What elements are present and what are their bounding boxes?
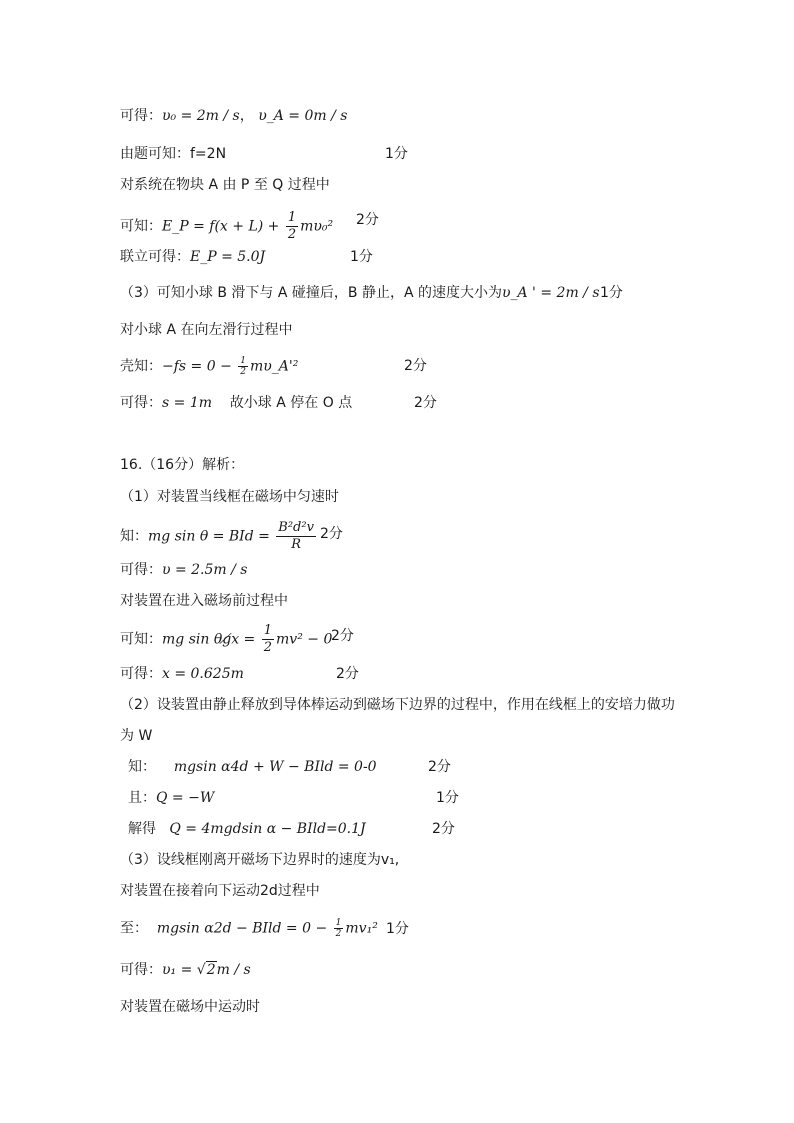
heat-result-line: 解得 Q = 4mgdsin α − BIld=0.1J (128, 821, 366, 837)
v1-result-line: 可得：υ₁ = √2m / s (120, 962, 251, 978)
ampere-work-line: 知： mgsin α4d + W − BIld = 0-0 (128, 759, 377, 775)
score-label: 2分 (432, 821, 455, 837)
part1-line: （1）对装置当线框在磁场中匀速时 (120, 489, 339, 505)
score-label: 2分 (414, 395, 437, 411)
score-label: 2分 (356, 212, 379, 228)
part2-line: （2）设装置由静止释放到导体棒运动到磁场下边界的过程中，作用在线框上的安培力做功 (120, 697, 675, 713)
work-energy-line: 壳知：−fs = 0 − $\frac{1}{2}$ mυ_A'² (120, 356, 299, 377)
friction-line: 由题可知：f=2N (120, 146, 227, 162)
fraction: $\frac{1}{2}$ (335, 918, 342, 939)
displacement-result-line: 可得：x = 0.625m (120, 666, 244, 682)
before-field-line: 对装置在进入磁场前过程中 (120, 593, 288, 609)
kinetic-energy-line: 可知：mg sin θg̸x = $\frac{1}{2}$ mv² − 0 (120, 623, 333, 655)
equation: υ_A = 0m / s (258, 108, 348, 124)
fraction: $\frac{1}{2}$ (263, 623, 273, 655)
energy-2d-line: 至： mgsin α2d − BIld = 0 − $\frac{1}{2}$ mv₁² (120, 918, 378, 939)
question-heading: 16.（16分）解析： (120, 457, 245, 473)
motion-2d-line: 对装置在接着向下运动2d过程中 (120, 883, 320, 899)
fraction: $\frac{1}{2}$ (240, 356, 246, 377)
part2-line-cont: 为 W (120, 728, 153, 744)
distance-result-line: 可得：s = 1m 故小球 A 停在 O 点 (120, 395, 353, 411)
square-root: √2 (196, 962, 216, 978)
velocity-result-line: 可得：υ = 2.5m / s (120, 562, 248, 578)
score-label: 1分 (385, 146, 408, 162)
score-label: 1分 (436, 790, 459, 806)
part3b-line: （3）设线框刚离开磁场下边界时的速度为v₁, (120, 852, 400, 868)
fraction: $\frac{1}{2}$ (287, 210, 297, 242)
force-balance-line: 知：mg sin θ = BId = $\frac{\text{B²d²v}}{R}$ (120, 520, 314, 552)
score-label: 2分 (404, 358, 427, 374)
score-label: 2分 (320, 526, 343, 542)
score-label: 2分 (331, 628, 354, 644)
ep-result-line: 联立可得：E_P = 5.0J (120, 249, 266, 265)
slide-left-line: 对小球 A 在向左滑行过程中 (120, 322, 293, 338)
score-label: 1分 (386, 921, 409, 937)
score-label: 2分 (428, 759, 451, 775)
result-line-velocities: 可得：υ₀ = 2m / s， υ_A = 0m / s (120, 108, 348, 124)
part3-line: （3）可知小球 B 滑下与 A 碰撞后，B 静止，A 的速度大小为υ_A ' = 2m / s (120, 285, 600, 301)
score-label: 1分 (600, 285, 623, 301)
score-label: 1分 (350, 249, 373, 265)
equation: υ₀ = 2m / s (162, 108, 240, 124)
process-line: 对系统在物块 A 由 P 至 Q 过程中 (120, 177, 330, 193)
in-field-line: 对装置在磁场中运动时 (120, 999, 260, 1015)
fraction: $\frac{\text{B²d²v}}{R}$ (278, 520, 314, 552)
heat-line: 且：Q = −W (128, 790, 215, 806)
score-label: 2分 (336, 666, 359, 682)
energy-equation-line: 可知：E_P = f(x + L) + $\frac{1}{2}$ mυ₀² (120, 210, 334, 242)
